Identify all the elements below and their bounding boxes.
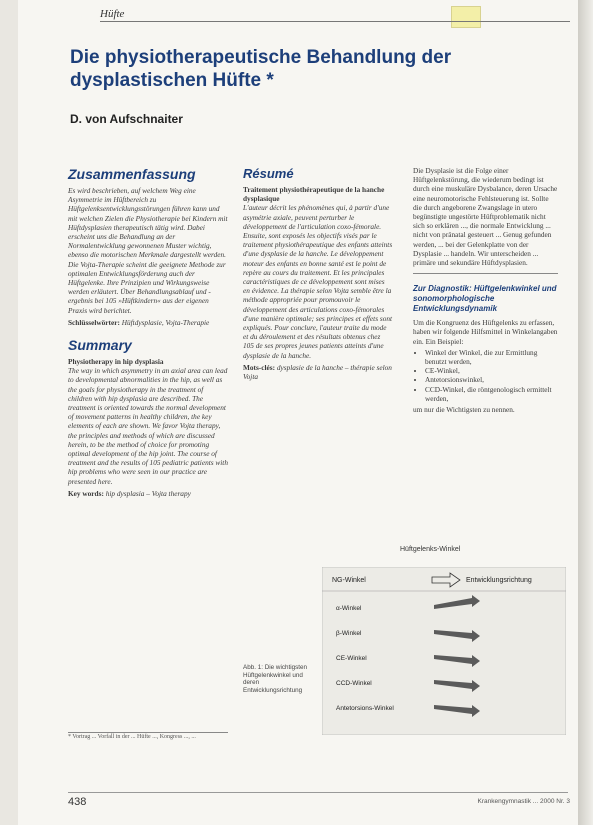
keywords-label-fr: Mots-clés:	[243, 362, 276, 372]
book-spine-shadow	[578, 0, 593, 825]
bottom-rule	[68, 792, 568, 793]
figure-row-arrow	[434, 705, 480, 717]
direction-arrow-icon	[432, 573, 460, 587]
zusammenfassung-body: Es wird beschrieben, auf welchem Weg eine Asymmetrie im Hüftbereich zu Hüftgelenksentwicklungsstörungen führen kann und mit welchen Zielen die Physiotherapie bei Kindern mit Hüftdysplasien therapeutisch tätig wird. Dabei erscheint uns die Behandlung an der Normalentwicklung gewonnenen Muster wichtig, ebenso die motorischen Merkmale dargestellt werden. Die Vojta-Therapie scheint die geeignete Methode zur optimalen Entwicklungsförderung auch der Hüftgelenke. Ihre Prinzipien und Wirkungsweise werden erläutert. Über Behandlungsablauf und -ergebnis bei 105 »Hüftkindern« aus der eigenen Praxis wird berichtet.	[68, 186, 228, 315]
column-left	[68, 166, 228, 498]
zusammenfassung-heading: Zusammenfassung	[68, 166, 196, 182]
diagnostik-intro: Um die Kongruenz des Hüftgelenks zu erfassen, haben wir folgende Hilfsmittel in Winkelangaben ein. Ein Beispiel:	[413, 318, 558, 346]
col3-body: Die Dysplasie ist die Folge einer Hüftgelenkstörung, die wiederum bedingt ist durch eine muskuläre Dysbalance, deren Ursache eine neuromotorische Fehlsteuerung ist. Sollte die durch angeborene Zwangslage in utero begünstigte ungestörte Hüftproblematik nicht sich so erklären ..., die normale Entwicklung ... nicht von pränatal gesteuert ... Genug gefunden werden, ... bei der Gelenkplatte von der Dysplasie ... handeln. Wir unterscheiden ... primäre und sekundäre Hüftdysplasien.	[413, 166, 558, 268]
resume-body: L'auteur décrit les phénomènes qui, à partir d'une asymétrie axiale, peuvent perturber le développement de l'articulation coxo-fémorale. Ensuite, sont exposés les objectifs visés par le traitement physiothérapeutique des enfants atteints d'une dysplasie de la hanche. Le développement moteur des enfants en bonne santé est le point de repère au cours du traitement. Et les principales caractéristiques de ce développement sont mises en évidence. La thérapie selon Vojta semble être la méthode appropriée pour promouvoir le développement des articulations coxo-fémorales d'une manière optimale; ses principes et effets sont expliqués. Pour conclure, l'auteur traite du mode et du déroulement et des résultats obtenus chez 105 de ses propres jeunes patients atteints d'une dysplasie de la hanche.	[243, 203, 393, 360]
divider	[413, 273, 558, 274]
list-item: • Antetorsionswinkel,	[425, 375, 558, 384]
article-title: Die physiotherapeutische Behandlung der dysplastischen Hüfte *	[70, 47, 452, 91]
list-item: • Winkel der Winkel, die zur Ermittlung benutzt werden,	[425, 348, 558, 366]
list-item: • CE-Winkel,	[425, 366, 558, 375]
summary-heading: Summary	[68, 337, 132, 354]
figure-row-label: α-Winkel	[336, 605, 362, 612]
author: D. von Aufschnaiter	[70, 112, 183, 126]
footnote: * Vortrag ... Vorfall in der ... Hüfte ..., Kongress ..., ...	[68, 734, 196, 740]
resume-subheading: Traitement physiothérapeutique de la hanche dysplasique	[243, 185, 385, 204]
column-right	[413, 166, 558, 414]
keywords-label-de: Schlüsselwörter:	[68, 317, 120, 327]
running-head: Hüfte	[100, 8, 570, 22]
header-label: NG-Winkel	[332, 577, 366, 584]
summary-body: The way in which asymmetry in an axial area can lead to developmental abnormalities in the hip, as well as the goals for physiotherapy in the treatment of children with hip dysplasia are described. The treatment is oriented towards the normal development of movement patterns in healthy children, the key elements of each are shown. We favor Vojta therapy, the principles and methods of which are discussed herein, to be the method of choice for promoting optimal development of the hip joint. The course of treatment and the results of 105 pediatric patients with hip problems who were seen in our practice are presented here.	[68, 366, 228, 486]
diagnostik-heading: Zur Diagnostik: Hüftgelenkwinkel und sonomorphologische Entwicklungsdynamik	[413, 284, 557, 314]
figure-diagram	[322, 567, 566, 735]
figure-row-label: β-Winkel	[336, 630, 362, 637]
figure-row-label: CCD-Winkel	[336, 680, 372, 687]
zusammenfassung-keywords	[68, 318, 228, 327]
keywords-label-en: Key words:	[68, 488, 104, 498]
summary-keywords	[68, 489, 228, 498]
figure-row-arrow	[434, 595, 480, 609]
keywords-en: hip dysplasia – Vojta therapy	[105, 488, 191, 498]
resume-keywords	[243, 363, 393, 381]
figure-title: Hüftgelenks-Winkel	[400, 546, 461, 553]
figure-row-label: CE-Winkel	[336, 655, 367, 662]
journal-footer: Krankengymnastik ... 2000 Nr. 3	[477, 798, 570, 805]
list-item: • CCD-Winkel, die röntgenologisch ermittelt werden,	[425, 385, 558, 403]
summary-subheading: Physiotherapy in hip dysplasia	[68, 357, 164, 367]
column-middle	[243, 166, 393, 381]
footnote-rule	[68, 732, 228, 733]
figure-caption: Abb. 1: Die wichtigsten Hüftgelenkwinkel und deren Entwicklungsrichtung	[243, 664, 308, 694]
header-arrow-label: Entwicklungsrichtung	[466, 577, 532, 584]
figure-row-label: Antetorsions-Winkel	[336, 705, 394, 712]
diagnostik-outro: um nur die Wichtigsten zu nennen.	[413, 405, 515, 415]
resume-heading: Résumé	[243, 166, 294, 181]
page-number: 438	[68, 796, 87, 808]
figure-row-arrow	[434, 630, 480, 642]
figure-row-arrow	[434, 655, 480, 667]
figure-rows	[336, 595, 480, 717]
figure-row-arrow	[434, 680, 480, 692]
angle-list	[413, 348, 558, 403]
keywords-fr: dysplasie de la hanche – thérapie selon Vojta	[243, 362, 392, 382]
keywords-de: Hüftdysplasie, Vojta-Therapie	[121, 317, 210, 327]
